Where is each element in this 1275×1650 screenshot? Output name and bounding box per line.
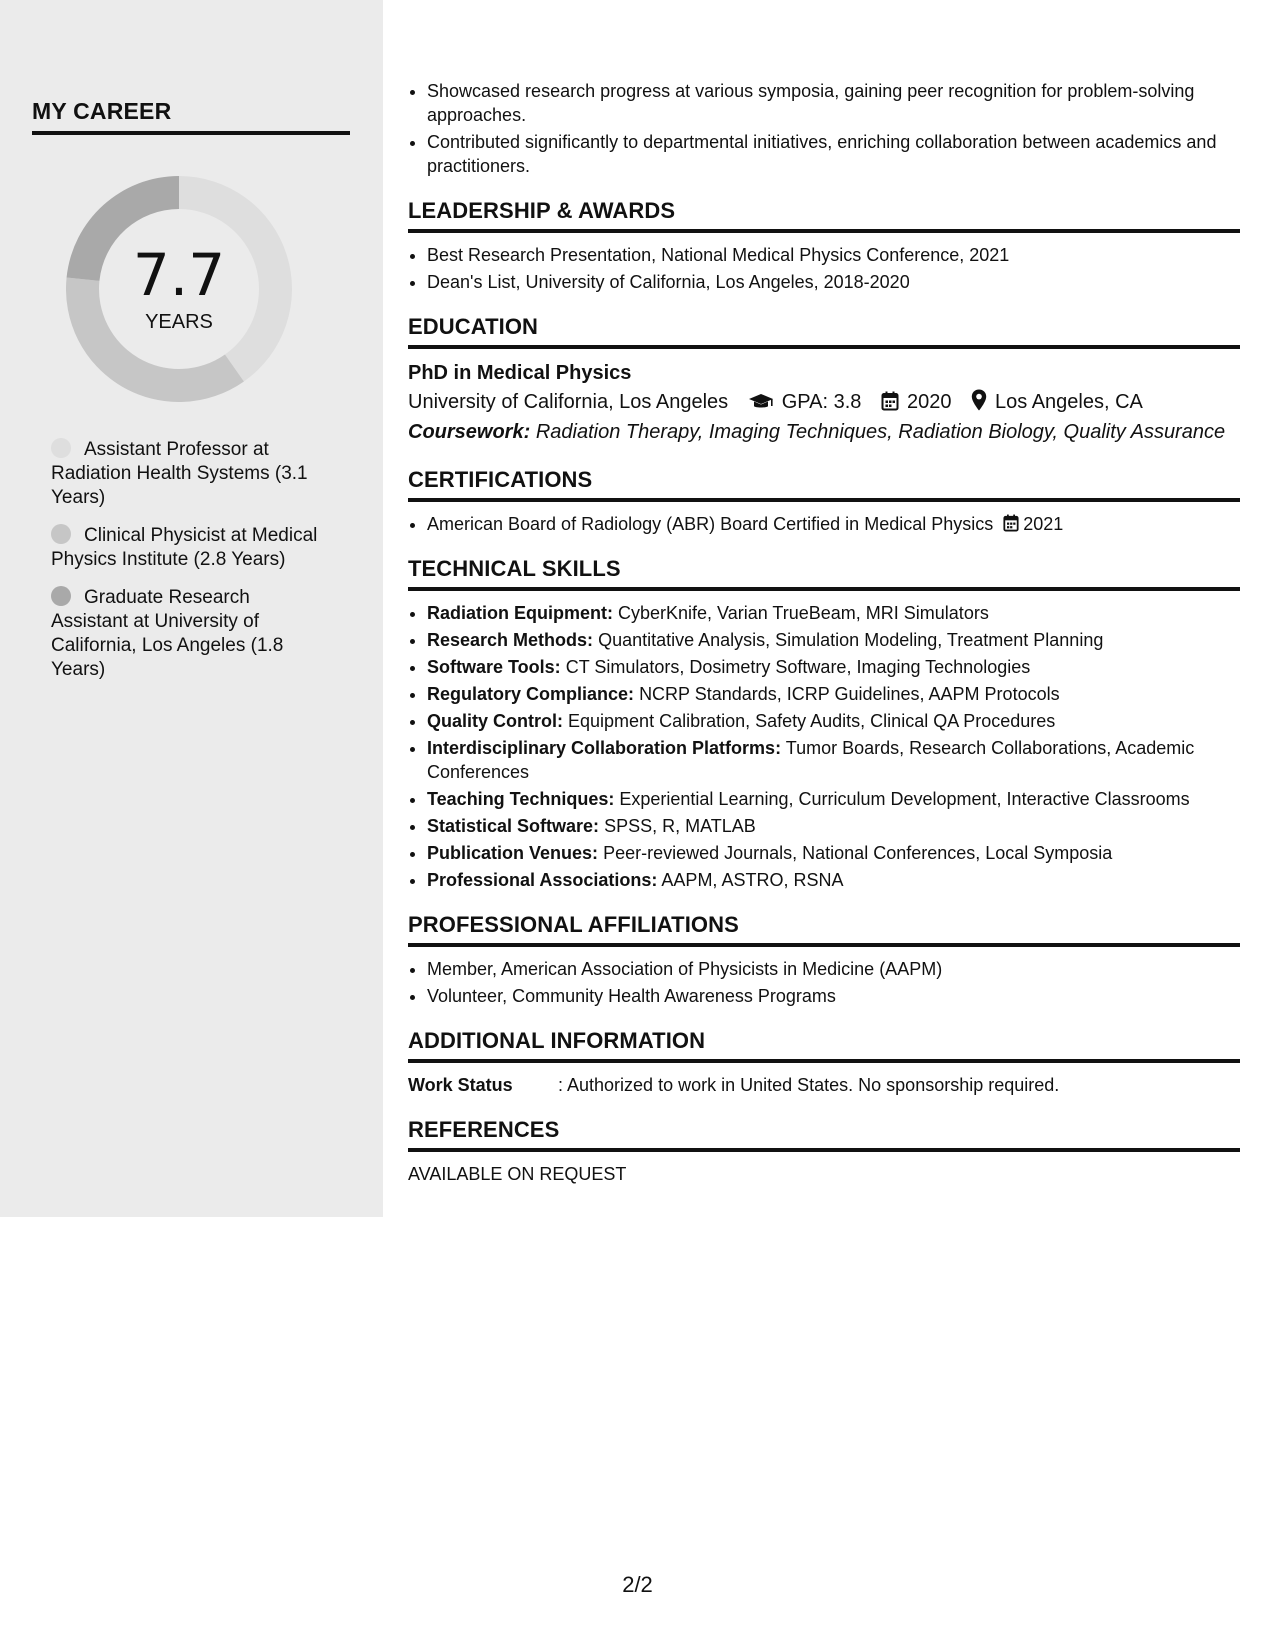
experience-continued-list bbox=[408, 79, 1240, 178]
coursework-value: Radiation Therapy, Imaging Techniques, Radiation Biology, Quality Assurance bbox=[535, 421, 1226, 443]
education-meta bbox=[408, 387, 1240, 417]
calendar-icon bbox=[1003, 514, 1019, 532]
certification-name: American Board of Radiology (ABR) Board Certified in Medical Physics bbox=[427, 514, 994, 534]
list-item bbox=[427, 628, 1240, 652]
skill-label: Software Tools: bbox=[427, 657, 561, 677]
skill-label: Regulatory Compliance: bbox=[427, 684, 635, 704]
skill-label: Teaching Techniques: bbox=[427, 789, 615, 809]
skill-label: Radiation Equipment: bbox=[427, 603, 613, 623]
skills-section-title: TECHNICAL SKILLS bbox=[408, 556, 1240, 591]
skill-label: Statistical Software: bbox=[427, 816, 600, 836]
work-status-value: : Authorized to work in United States. No sponsorship required. bbox=[558, 1075, 1060, 1095]
list-item: • Dean's List, University of California, Los Angeles, 2018-2020 bbox=[427, 270, 1240, 294]
page-number: 2/2 bbox=[622, 1572, 653, 1597]
list-item bbox=[427, 655, 1240, 679]
legend-label: Clinical Physicist at Medical Physics Institute (2.8 Years) bbox=[51, 525, 318, 570]
legend-dot-icon bbox=[51, 524, 71, 544]
list-item bbox=[427, 682, 1240, 706]
certifications-section-title: CERTIFICATIONS bbox=[408, 467, 1240, 502]
coursework-label: Coursework: bbox=[408, 421, 531, 443]
list-item bbox=[427, 709, 1240, 733]
education-section-title: EDUCATION bbox=[408, 314, 1240, 349]
list-item bbox=[427, 736, 1240, 784]
skill-value: Experiential Learning, Curriculum Development, Interactive Classrooms bbox=[619, 789, 1190, 809]
affiliations-list bbox=[408, 957, 1240, 1008]
skill-value: CT Simulators, Dosimetry Software, Imaging Technologies bbox=[565, 657, 1031, 677]
graduation-cap-icon bbox=[748, 393, 774, 411]
list-item bbox=[427, 601, 1240, 625]
skill-label: Research Methods: bbox=[427, 630, 594, 650]
list-item: • Member, American Association of Physicists in Medicine (AAPM) bbox=[427, 957, 1240, 981]
skill-value: CyberKnife, Varian TrueBeam, MRI Simulators bbox=[618, 603, 989, 623]
list-item bbox=[427, 868, 1240, 892]
certifications-list bbox=[408, 512, 1240, 536]
education-gpa: GPA: 3.8 bbox=[781, 391, 862, 413]
skill-value: NCRP Standards, ICRP Guidelines, AAPM Protocols bbox=[639, 684, 1060, 704]
education-year: 2020 bbox=[906, 391, 952, 413]
list-item bbox=[427, 512, 1240, 536]
skills-list bbox=[408, 601, 1240, 892]
sidebar bbox=[0, 0, 383, 1217]
skill-value: Peer-reviewed Journals, National Conferences, Local Symposia bbox=[603, 843, 1113, 863]
education-school: University of California, Los Angeles bbox=[408, 391, 729, 413]
affiliations-section-title: PROFESSIONAL AFFILIATIONS bbox=[408, 912, 1240, 947]
skill-value: Tumor Boards, Research Collaborations, Academic Conferences bbox=[427, 738, 1195, 782]
list-item: • Best Research Presentation, National Medical Physics Conference, 2021 bbox=[427, 243, 1240, 267]
total-years-value: 7.7 bbox=[132, 241, 226, 309]
map-pin-icon bbox=[971, 389, 987, 411]
calendar-icon bbox=[881, 391, 899, 411]
education-degree: PhD in Medical Physics bbox=[408, 362, 632, 384]
list-item bbox=[427, 814, 1240, 838]
skill-label: Professional Associations: bbox=[427, 870, 658, 890]
legend-item bbox=[51, 586, 331, 682]
education-coursework bbox=[408, 417, 1240, 447]
skill-label: Interdisciplinary Collaboration Platforms: bbox=[427, 738, 782, 758]
certification-date: 2021 bbox=[1023, 514, 1064, 534]
work-status-label: Work Status bbox=[408, 1075, 513, 1095]
skill-label: Publication Venues: bbox=[427, 843, 599, 863]
list-item: • Contributed significantly to departmental initiatives, enriching collaboration between academics and practitioners. bbox=[427, 130, 1240, 178]
career-heading: MY CAREER bbox=[32, 98, 350, 135]
legend-item bbox=[51, 438, 331, 510]
list-item: • Volunteer, Community Health Awareness Programs bbox=[427, 984, 1240, 1008]
legend-dot-icon bbox=[51, 586, 71, 606]
legend-label: Assistant Professor at Radiation Health Systems (3.1 Years) bbox=[51, 439, 308, 508]
skill-value: AAPM, ASTRO, RSNA bbox=[661, 870, 844, 890]
list-item: • Showcased research progress at various symposia, gaining peer recognition for problem-solving approaches. bbox=[427, 79, 1240, 127]
career-legend bbox=[51, 438, 331, 696]
references-section-title: REFERENCES bbox=[408, 1117, 1240, 1152]
list-item bbox=[427, 787, 1240, 811]
leadership-list bbox=[408, 243, 1240, 294]
additional-info-section-title: ADDITIONAL INFORMATION bbox=[408, 1028, 1240, 1063]
total-years-label: YEARS bbox=[145, 311, 213, 333]
skill-value: SPSS, R, MATLAB bbox=[604, 816, 756, 836]
main-content bbox=[408, 79, 1240, 1186]
leadership-section-title: LEADERSHIP & AWARDS bbox=[408, 198, 1240, 233]
skill-value: Equipment Calibration, Safety Audits, Clinical QA Procedures bbox=[568, 711, 1056, 731]
legend-label: Graduate Research Assistant at University of California, Los Angeles (1.8 Years) bbox=[51, 587, 284, 680]
education-location: Los Angeles, CA bbox=[995, 391, 1143, 413]
references-text: AVAILABLE ON REQUEST bbox=[408, 1164, 627, 1184]
work-status-row bbox=[408, 1073, 1240, 1097]
legend-dot-icon bbox=[51, 438, 71, 458]
legend-item bbox=[51, 524, 331, 572]
list-item bbox=[427, 841, 1240, 865]
skill-value: Quantitative Analysis, Simulation Modeling, Treatment Planning bbox=[598, 630, 1104, 650]
skill-label: Quality Control: bbox=[427, 711, 563, 731]
